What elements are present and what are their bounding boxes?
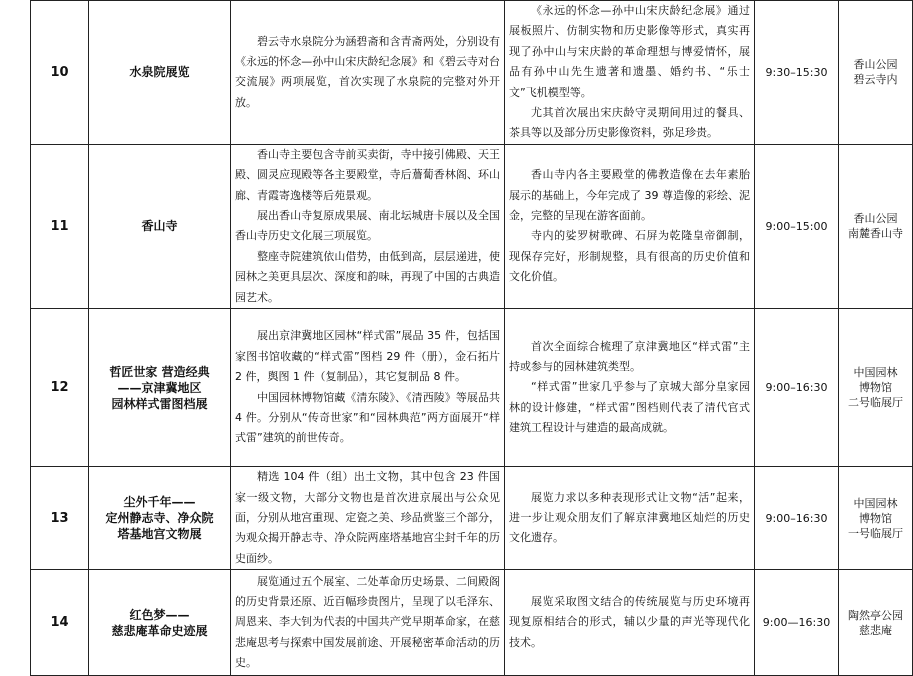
location-line: 中国园林 bbox=[853, 496, 898, 510]
table-body bbox=[31, 1, 913, 676]
exhibition-name bbox=[89, 1, 231, 145]
exhibition-name bbox=[89, 570, 231, 676]
row-number: 14 bbox=[31, 570, 89, 676]
exhibition-features bbox=[505, 309, 755, 467]
description-paragraph: 展览通过五个展室、二处革命历史场景、二间殿阁的历史背景还原、近百幅珍贵图片，呈现了以毛泽东、周恩来、李大钊为代表的中国共产党早期革命家，在慈悲庵思考与探索中国发展前途、开展秘密革命活动的历史。 bbox=[235, 574, 500, 670]
row-number: 11 bbox=[31, 144, 89, 308]
exhibition-description bbox=[231, 309, 505, 467]
exhibition-name bbox=[89, 144, 231, 308]
exhibition-name bbox=[89, 309, 231, 467]
exhibition-description bbox=[231, 467, 505, 570]
exhibition-features bbox=[505, 467, 755, 570]
location-line: 香山公园 bbox=[853, 58, 898, 72]
exhibition-location bbox=[839, 144, 913, 308]
description-paragraph: 中国园林博物馆藏《清东陵》、《清西陵》等展品共 4 件。分别从“传奇世家”和“园林典范”两方面展开“样式雷”建筑的前世传奇。 bbox=[235, 390, 500, 445]
exhibition-location bbox=[839, 570, 913, 676]
location-line: 南麓香山寺 bbox=[848, 227, 903, 241]
exhibition-location bbox=[839, 309, 913, 467]
exhibition-description bbox=[231, 1, 505, 145]
table-row bbox=[31, 309, 913, 467]
opening-hours: 9:00–15:00 bbox=[755, 144, 839, 308]
exhibition-name-line: 园林样式雷图档展 bbox=[111, 396, 208, 411]
exhibition-table bbox=[30, 0, 913, 676]
exhibition-location bbox=[839, 1, 913, 145]
features-paragraph: 寺内的娑罗树歌碑、石屏为乾隆皇帝御制，现保存完好，形制规整，具有很高的历史价值和文化价值。 bbox=[509, 229, 750, 284]
table-row bbox=[31, 467, 913, 570]
location-line: 慈悲庵 bbox=[859, 623, 892, 637]
location-line: 一号临展厅 bbox=[848, 526, 903, 540]
exhibition-features bbox=[505, 1, 755, 145]
exhibition-features bbox=[505, 570, 755, 676]
exhibition-name bbox=[89, 467, 231, 570]
table-row bbox=[31, 144, 913, 308]
description-paragraph: 香山寺主要包含寺前买卖街，寺中接引佛殿、天王殿、圆灵应现殿等各主要殿堂，寺后薝蔔香林阁、环山廊、青霞寄逸楼等后苑景观。 bbox=[235, 147, 500, 202]
exhibition-name-line: 定州静志寺、净众院 bbox=[105, 511, 214, 526]
exhibition-name-line: 塔基地宫文物展 bbox=[117, 527, 202, 542]
location-line: 香山公园 bbox=[853, 212, 898, 226]
exhibition-name-line: 水泉院展览 bbox=[129, 65, 190, 80]
features-paragraph: 首次全面综合梳理了京津冀地区“样式雷”主持或参与的园林建筑类型。 bbox=[509, 339, 750, 373]
row-number: 12 bbox=[31, 309, 89, 467]
table-row bbox=[31, 570, 913, 676]
exhibition-location bbox=[839, 467, 913, 570]
row-number: 13 bbox=[31, 467, 89, 570]
exhibition-name-line: 哲匠世家 营造经典 bbox=[109, 364, 210, 379]
row-number: 10 bbox=[31, 1, 89, 145]
features-paragraph: 展览力求以多种表现形式让文物“活”起来，进一步让观众朋友们了解京津冀地区灿烂的历史文化遗存。 bbox=[509, 490, 750, 545]
exhibition-name-line: 红色梦—— bbox=[129, 607, 190, 622]
exhibition-description bbox=[231, 144, 505, 308]
features-paragraph: 《永远的怀念—孙中山宋庆龄纪念展》通过展板照片、仿制实物和历史影像等形式，真实再现了孙中山与宋庆龄的革命理想与博爱情怀，展品有孙中山先生遗著和遗墨、婚约书、“乐士文”飞机模型等。 bbox=[509, 4, 750, 99]
location-line: 碧云寺内 bbox=[853, 73, 898, 87]
description-paragraph: 精选 104 件（组）出土文物，其中包含 23 件国家一级文物，大部分文物也是首次进京展出与公众见面，分别从地宫重现、定瓷之美、珍品赏鉴三个部分，为观众揭开静志寺、净众院两座塔基地宫尘封千年的历史面纱。 bbox=[235, 470, 500, 565]
exhibition-description bbox=[231, 570, 505, 676]
exhibition-name-line: 香山寺 bbox=[141, 219, 178, 234]
opening-hours: 9:00–16:30 bbox=[755, 309, 839, 467]
features-paragraph: “样式雷”世家几乎参与了京城大部分皇家园林的设计修建，“样式雷”图档则代表了清代官式建筑工程设计与建造的最高成就。 bbox=[509, 380, 750, 435]
table-row bbox=[31, 1, 913, 145]
features-paragraph: 尤其首次展出宋庆龄守灵期间用过的餐具、茶具等以及部分历史影像资料，弥足珍贵。 bbox=[509, 106, 750, 140]
description-paragraph: 展出香山寺复原成果展、南北坛城唐卡展以及全国香山寺历史文化展三项展览。 bbox=[235, 209, 500, 243]
features-paragraph: 展览采取图文结合的传统展览与历史环境再现复原相结合的形式，辅以少量的声光等现代化技术。 bbox=[509, 595, 750, 649]
location-line: 中国园林 bbox=[853, 366, 898, 380]
location-line: 二号临展厅 bbox=[848, 396, 903, 410]
description-paragraph: 碧云寺水泉院分为涵碧斋和含青斋两处，分别设有《永远的怀念—孙中山宋庆龄纪念展》和《碧云寺对台交流展》两项展览，首次实现了水泉院的完整对外开放。 bbox=[235, 34, 500, 109]
location-line: 博物馆 bbox=[859, 381, 892, 395]
features-paragraph: 香山寺内各主要殿堂的佛教造像在去年素胎展示的基础上，今年完成了 39 尊造像的彩绘、泥金，完整的呈现在游客面前。 bbox=[509, 168, 750, 223]
location-line: 博物馆 bbox=[859, 511, 892, 525]
opening-hours: 9:00—16:30 bbox=[755, 570, 839, 676]
exhibition-features bbox=[505, 144, 755, 308]
description-paragraph: 展出京津冀地区园林“样式雷”展品 35 件，包括国家图书馆收藏的“样式雷”图档 29 件（册），金石拓片 2 件，舆图 1 件（复制品），其它复制品 8 件。 bbox=[235, 329, 500, 384]
exhibition-name-line: ——京津冀地区 bbox=[117, 380, 202, 395]
opening-hours: 9:00–16:30 bbox=[755, 467, 839, 570]
opening-hours: 9:30–15:30 bbox=[755, 1, 839, 145]
exhibition-name-line: 尘外千年—— bbox=[123, 495, 196, 510]
description-paragraph: 整座寺院建筑依山借势，由低到高，层层递进，使园林之美更具层次、深度和韵味，再现了中国的古典造园艺术。 bbox=[235, 249, 500, 304]
exhibition-name-line: 慈悲庵革命史迹展 bbox=[111, 623, 208, 638]
location-line: 陶然亭公园 bbox=[848, 608, 903, 622]
